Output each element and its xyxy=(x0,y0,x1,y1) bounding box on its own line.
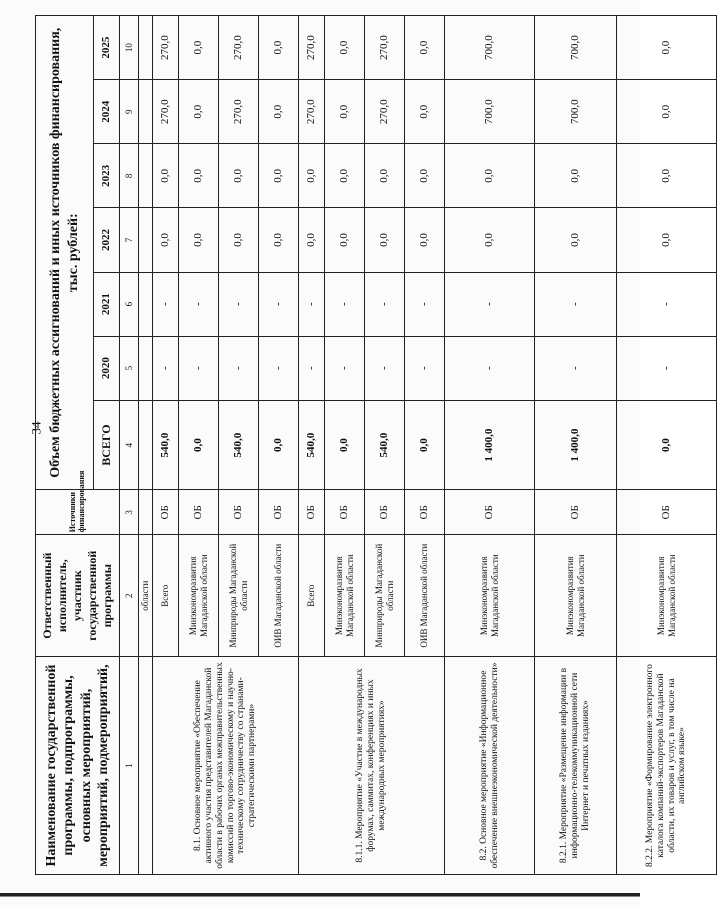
activity-name-cell: 8.1. Основное мероприятие «Обеспечение активного участия представителей Магаданской области в рабочих органах межправительственных комиссий по торгово-экономическому и научно-техническому сотрудничеству со странами- стратегическими партнерами» xyxy=(153,657,299,875)
responsible-cell: Минэкономразвития Магаданской области xyxy=(179,535,219,657)
year-value-cell: 700,0 xyxy=(535,16,617,80)
responsible-cell: Минэкономразвития Магаданской области xyxy=(617,535,717,657)
responsible-cell: Минприроды Магаданской области xyxy=(365,535,405,657)
year-header: 2024 xyxy=(94,80,120,144)
table-row xyxy=(445,16,535,875)
financing-table xyxy=(35,15,717,875)
year-value-cell: 0,0 xyxy=(153,208,179,272)
year-value-cell: - xyxy=(405,272,445,336)
total-value-cell: 0,0 xyxy=(179,400,219,490)
total-value-cell: 540,0 xyxy=(299,400,325,490)
name-cell xyxy=(139,657,153,875)
year-value-cell: 0,0 xyxy=(259,16,299,80)
year-header: 2022 xyxy=(94,208,120,272)
year-value-cell: 270,0 xyxy=(299,80,325,144)
year-value-cell: 0,0 xyxy=(299,208,325,272)
year-value-cell: 0,0 xyxy=(445,208,535,272)
source-cell: ОБ xyxy=(259,490,299,535)
year-value-cell: 0,0 xyxy=(445,144,535,208)
year-value-cell: 0,0 xyxy=(617,144,717,208)
total-value-cell: 0,0 xyxy=(259,400,299,490)
header-row xyxy=(36,16,94,875)
column-number: 4 xyxy=(120,400,139,490)
column-number: 6 xyxy=(120,272,139,336)
year-value-cell: 0,0 xyxy=(405,80,445,144)
source-cell: ОБ xyxy=(179,490,219,535)
year-value-cell: - xyxy=(179,336,219,400)
column-number-row xyxy=(120,16,139,875)
year-value-cell: 270,0 xyxy=(365,16,405,80)
year-value-cell: - xyxy=(535,272,617,336)
year-value-cell: 700,0 xyxy=(445,16,535,80)
total-value-cell: 1 400,0 xyxy=(535,400,617,490)
year-value-cell: - xyxy=(219,336,259,400)
empty-cell xyxy=(139,80,153,144)
year-value-cell: - xyxy=(179,272,219,336)
total-value-cell: 540,0 xyxy=(153,400,179,490)
responsible-cell: области xyxy=(139,535,153,657)
year-value-cell: - xyxy=(617,272,717,336)
year-value-cell: - xyxy=(365,272,405,336)
volume-column-header: Объем бюджетных ассигнований и иных источников финансирования, тыс. рублей: xyxy=(36,16,94,490)
year-value-cell: 0,0 xyxy=(405,208,445,272)
year-value-cell: - xyxy=(299,336,325,400)
empty-cell xyxy=(139,144,153,208)
year-value-cell: 0,0 xyxy=(617,80,717,144)
column-number: 1 xyxy=(120,657,139,875)
year-value-cell: 0,0 xyxy=(219,144,259,208)
year-value-cell: 0,0 xyxy=(179,208,219,272)
table-row xyxy=(617,16,717,875)
activity-name-cell: 8.2. Основное мероприятие «Информационное обеспечение внешнеэкономической деятельности» xyxy=(445,657,535,875)
year-value-cell: 0,0 xyxy=(365,208,405,272)
year-value-cell: - xyxy=(299,272,325,336)
year-value-cell: 270,0 xyxy=(299,16,325,80)
year-value-cell: - xyxy=(617,336,717,400)
total-value-cell: 540,0 xyxy=(365,400,405,490)
year-value-cell: - xyxy=(445,336,535,400)
total-value-cell: 1 400,0 xyxy=(445,400,535,490)
empty-cell xyxy=(139,208,153,272)
year-value-cell: 0,0 xyxy=(153,144,179,208)
activity-name-cell: 8.2.2. Мероприятие «Формирование электронного каталога компаний-экспортеров Магаданской области, их товаров и услуг, в том числе на английском языке» xyxy=(617,657,717,875)
source-cell: ОБ xyxy=(325,490,365,535)
source-cell: ОБ xyxy=(219,490,259,535)
column-number: 7 xyxy=(120,208,139,272)
year-value-cell: 0,0 xyxy=(259,144,299,208)
year-header: 2021 xyxy=(94,272,120,336)
source-cell: ОБ xyxy=(405,490,445,535)
year-value-cell: - xyxy=(259,336,299,400)
year-value-cell: - xyxy=(259,272,299,336)
year-header: 2020 xyxy=(94,336,120,400)
year-value-cell: 0,0 xyxy=(259,80,299,144)
source-cell: ОБ xyxy=(365,490,405,535)
total-value-cell: 0,0 xyxy=(405,400,445,490)
column-number: 9 xyxy=(120,80,139,144)
source-cell: ОБ xyxy=(445,490,535,535)
year-value-cell: 0,0 xyxy=(617,208,717,272)
table-row xyxy=(153,16,179,875)
total-value-cell: 0,0 xyxy=(325,400,365,490)
year-value-cell: 270,0 xyxy=(153,16,179,80)
total-column-header: ВСЕГО xyxy=(94,400,120,490)
year-value-cell: - xyxy=(325,272,365,336)
year-value-cell: 0,0 xyxy=(299,144,325,208)
source-cell: ОБ xyxy=(153,490,179,535)
year-value-cell: - xyxy=(445,272,535,336)
source-cell: ОБ xyxy=(535,490,617,535)
total-value-cell: 0,0 xyxy=(617,400,717,490)
year-value-cell: 0,0 xyxy=(325,144,365,208)
year-value-cell: - xyxy=(153,336,179,400)
responsible-cell: ОИВ Магаданской области xyxy=(405,535,445,657)
year-value-cell: - xyxy=(153,272,179,336)
empty-cell xyxy=(139,16,153,80)
table-row xyxy=(299,16,325,875)
activity-name-cell: 8.1.1. Мероприятие «Участие в международных форумах, саммитах, конференциях и иных международных мероприятиях» xyxy=(299,657,445,875)
empty-cell xyxy=(139,490,153,535)
empty-cell xyxy=(139,400,153,490)
column-number: 2 xyxy=(120,535,139,657)
year-value-cell: 0,0 xyxy=(405,144,445,208)
year-value-cell: 0,0 xyxy=(365,144,405,208)
year-value-cell: - xyxy=(535,336,617,400)
year-value-cell: - xyxy=(325,336,365,400)
responsible-column-header: Ответственный исполнитель, участник государственной программы xyxy=(36,535,120,657)
year-value-cell: 0,0 xyxy=(405,16,445,80)
page-number: 34 xyxy=(28,421,44,435)
year-value-cell: 0,0 xyxy=(219,208,259,272)
column-number: 8 xyxy=(120,144,139,208)
year-value-cell: - xyxy=(365,336,405,400)
year-header: 2025 xyxy=(94,16,120,80)
activity-name-cell: 8.2.1. Мероприятие «Размещение информации в информационно-телекоммуникационной сети Интернет и печатных изданиях» xyxy=(535,657,617,875)
year-value-cell: 0,0 xyxy=(179,144,219,208)
year-value-cell: - xyxy=(405,336,445,400)
year-value-cell: 270,0 xyxy=(219,80,259,144)
year-value-cell: 0,0 xyxy=(325,208,365,272)
source-column-header: Источники финансирования xyxy=(36,490,120,535)
source-cell: ОБ xyxy=(299,490,325,535)
year-header: 2023 xyxy=(94,144,120,208)
empty-cell xyxy=(139,336,153,400)
responsible-cell: Всего xyxy=(299,535,325,657)
responsible-cell: Минэкономразвития Магаданской области xyxy=(535,535,617,657)
year-value-cell: 0,0 xyxy=(179,16,219,80)
responsible-cell: Минэкономразвития Магаданской области xyxy=(325,535,365,657)
responsible-cell: ОИВ Магаданской области xyxy=(259,535,299,657)
source-cell: ОБ xyxy=(617,490,717,535)
column-number: 10 xyxy=(120,16,139,80)
responsible-cell: Минприроды Магаданской области xyxy=(219,535,259,657)
responsible-cell: Минэкономразвития Магаданской области xyxy=(445,535,535,657)
carry-over-row xyxy=(139,16,153,875)
year-value-cell: 0,0 xyxy=(325,80,365,144)
year-value-cell: 700,0 xyxy=(445,80,535,144)
rotated-table-container xyxy=(35,15,688,875)
year-value-cell: 700,0 xyxy=(535,80,617,144)
year-value-cell: - xyxy=(219,272,259,336)
year-value-cell: 0,0 xyxy=(535,208,617,272)
bottom-rule xyxy=(0,896,640,897)
name-column-header: Наименование государственной программы, подпрограммы, основных мероприятий, мероприятий, подмероприятий, xyxy=(36,657,120,875)
year-value-cell: 270,0 xyxy=(153,80,179,144)
table-body xyxy=(36,16,717,875)
year-value-cell: 270,0 xyxy=(365,80,405,144)
year-value-cell: 0,0 xyxy=(535,144,617,208)
year-value-cell: 270,0 xyxy=(219,16,259,80)
column-number: 5 xyxy=(120,336,139,400)
responsible-cell: Всего xyxy=(153,535,179,657)
year-value-cell: 0,0 xyxy=(617,16,717,80)
empty-cell xyxy=(139,272,153,336)
year-value-cell: 0,0 xyxy=(325,16,365,80)
year-value-cell: 0,0 xyxy=(259,208,299,272)
total-value-cell: 540,0 xyxy=(219,400,259,490)
column-number: 3 xyxy=(120,490,139,535)
year-value-cell: 0,0 xyxy=(179,80,219,144)
table-row xyxy=(535,16,617,875)
